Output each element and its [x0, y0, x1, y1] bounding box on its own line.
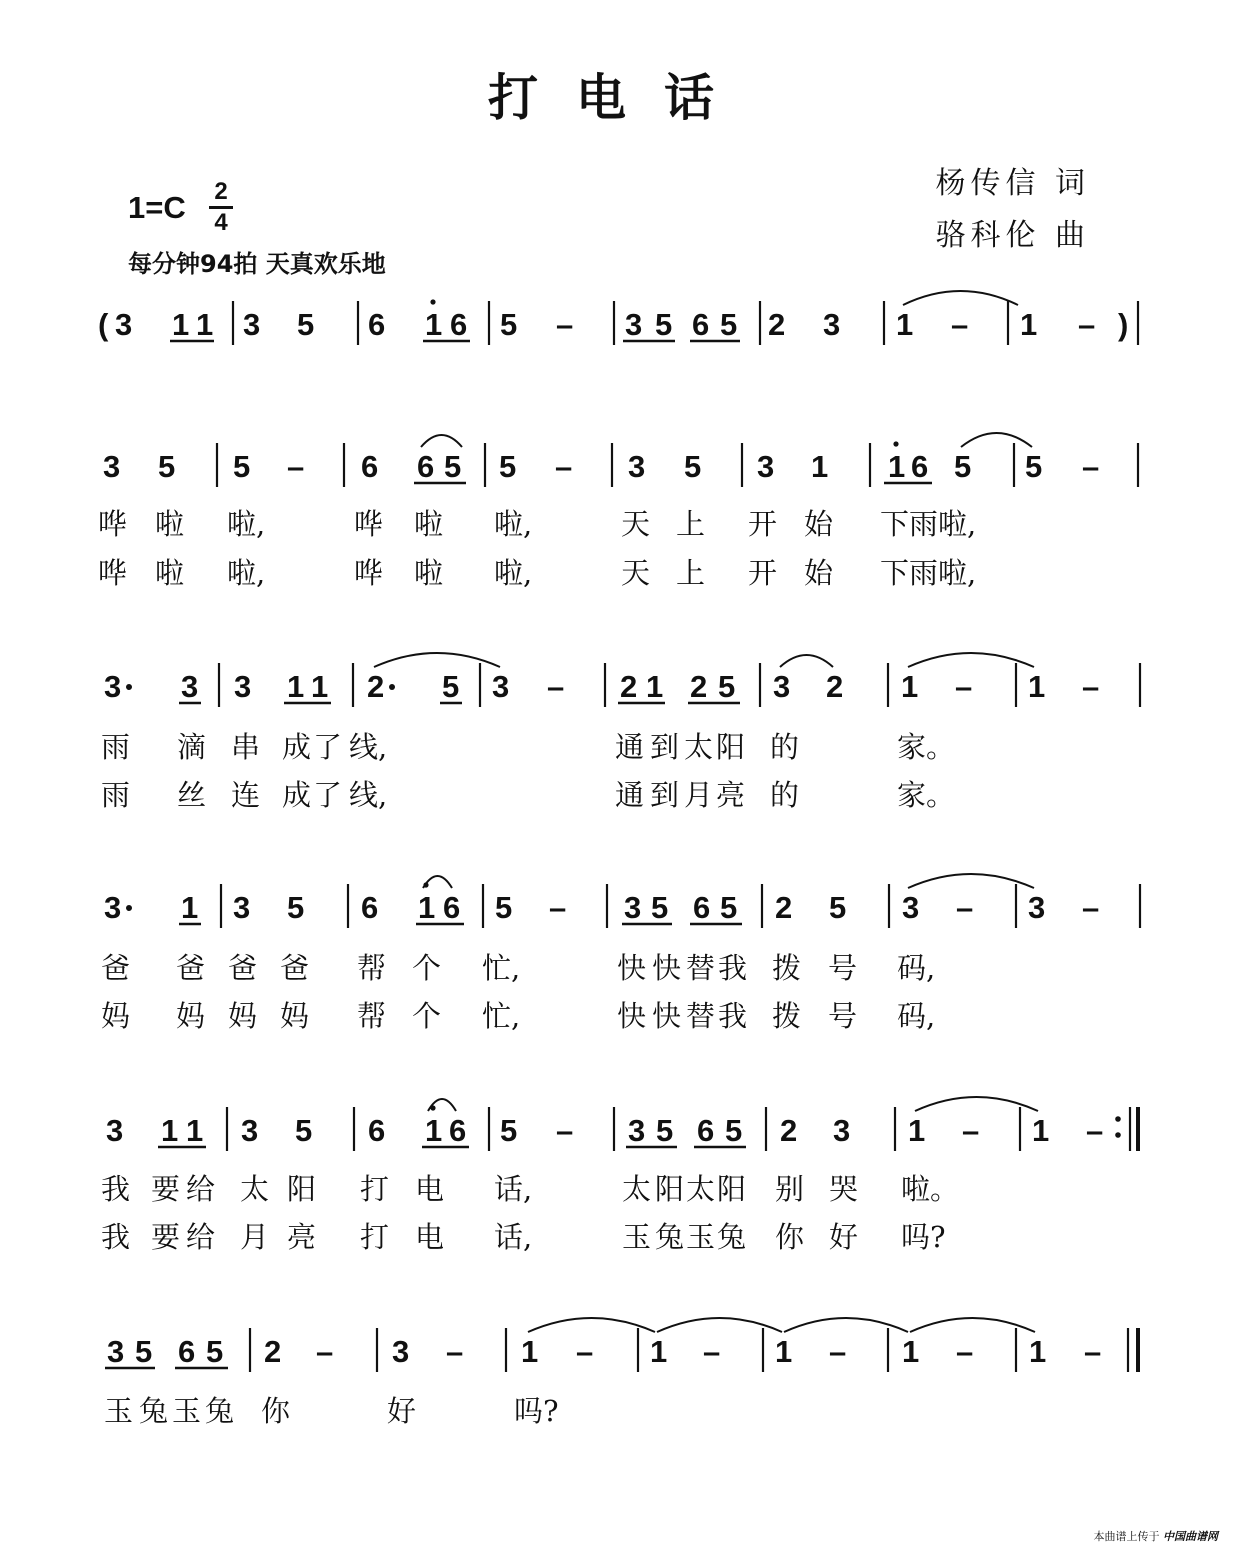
note-digit: 6 — [450, 307, 468, 342]
time-signature-numerator: 2 — [214, 178, 228, 205]
parenthesis: ( — [98, 307, 109, 342]
note-digit: 3 — [625, 307, 643, 342]
lyric-syllable: 阳 — [716, 730, 746, 764]
lyric-syllable: 啦。 — [901, 1172, 960, 1206]
note-digit: 5 — [656, 1113, 674, 1148]
lyric-syllable: 吗? — [514, 1394, 559, 1428]
lyric-syllable: 话, — [494, 1220, 533, 1254]
lyric-syllable: 电 — [415, 1220, 445, 1254]
dash-note: – — [703, 1334, 721, 1369]
note-digit: 5 — [500, 1113, 518, 1148]
dash-note: – — [951, 307, 969, 342]
lyric-syllable: 亮 — [716, 778, 746, 812]
note-digit: 5 — [495, 890, 513, 925]
lyric-syllable: 啦, — [227, 556, 266, 590]
lyric-syllable: 哗 — [354, 556, 384, 590]
note-digit: 3 — [628, 449, 646, 484]
lyric-syllable: 兔 — [139, 1394, 169, 1428]
footer-site: 中国曲谱网 — [1163, 1530, 1218, 1543]
dash-note: – — [1082, 669, 1100, 704]
lyric-syllable: 月 — [684, 778, 714, 812]
song-title: 打电话 — [488, 68, 752, 127]
augmentation-dot — [126, 905, 132, 911]
note-digit: 6 — [361, 890, 379, 925]
lyric-syllable: 啦, — [227, 507, 266, 541]
lyric-syllable: 电 — [415, 1172, 445, 1206]
lyric-syllable: 号 — [828, 951, 858, 985]
lyric-syllable: 兔 — [717, 1220, 747, 1254]
lyric-syllable: 替 — [686, 951, 716, 985]
note-digit: 5 — [720, 307, 738, 342]
note-digit: 5 — [954, 449, 972, 484]
note-digit: 3 — [773, 669, 791, 704]
dash-note: – — [316, 1334, 334, 1369]
composer-credit: 骆科伦 曲 — [935, 218, 1090, 253]
note-digit: 3 — [106, 1113, 124, 1148]
lyric-syllable: 好 — [829, 1220, 859, 1254]
dash-note: – — [1084, 1334, 1102, 1369]
lyric-syllable: 上 — [676, 556, 706, 590]
repeat-dot — [1115, 1116, 1121, 1122]
lyric-syllable: 爸 — [280, 951, 310, 985]
note-digit: 1 — [902, 1334, 920, 1369]
lyric-syllable: 了 — [313, 730, 343, 764]
lyric-syllable: 滴 — [177, 730, 207, 764]
dash-note: – — [556, 1113, 574, 1148]
lyric-syllable: 雨 — [101, 778, 131, 812]
note-digit: 5 — [725, 1113, 743, 1148]
note-digit: 2 — [690, 669, 708, 704]
lyric-syllable: 妈 — [228, 999, 258, 1033]
lyric-syllable: 的 — [770, 730, 800, 764]
lyric-syllable: 哗 — [354, 507, 384, 541]
lyric-syllable: 天 — [621, 556, 651, 590]
note-digit: 3 — [392, 1334, 410, 1369]
final-barline — [1136, 1328, 1140, 1372]
lyric-syllable: 别 — [775, 1172, 805, 1206]
footer-watermark — [1094, 1528, 1219, 1544]
note-digit: 1 — [650, 1334, 668, 1369]
note-digit: 3 — [104, 890, 122, 925]
lyric-syllable: 阳 — [717, 1172, 747, 1206]
lyric-syllable: 帮 — [357, 999, 387, 1033]
note-digit: 3 — [103, 449, 121, 484]
lyric-syllable: 哗 — [98, 507, 128, 541]
lyric-syllable: 开 — [748, 556, 778, 590]
lyric-syllable: 快 — [617, 951, 647, 985]
note-digit: 5 — [158, 449, 176, 484]
augmentation-dot — [126, 684, 132, 690]
lyric-syllable: 妈 — [280, 999, 310, 1033]
lyric-syllable: 月 — [240, 1220, 270, 1254]
lyric-syllable: 码, — [897, 951, 936, 985]
lyric-syllable: 上 — [676, 507, 706, 541]
tie-slur — [784, 1318, 908, 1332]
note-digit: 6 — [368, 307, 386, 342]
lyric-syllable: 哗 — [98, 556, 128, 590]
lyric-syllable: 连 — [231, 778, 261, 812]
lyric-syllable: 拨 — [772, 999, 802, 1033]
note-digit: 5 — [135, 1334, 153, 1369]
tie-slur — [961, 433, 1032, 447]
note-digit: 3 — [628, 1113, 646, 1148]
note-digit: 6 — [692, 307, 710, 342]
lyric-syllable: 快 — [652, 999, 682, 1033]
lyric-syllable: 啦 — [155, 556, 185, 590]
lyric-syllable: 玉 — [686, 1220, 716, 1254]
lyric-syllable: 始 — [804, 507, 834, 541]
dash-note: – — [549, 890, 567, 925]
lyric-syllable: 给 — [186, 1172, 216, 1206]
lyric-syllable: 妈 — [101, 999, 131, 1033]
lyric-syllable: 打 — [360, 1220, 390, 1254]
lyric-syllable: 了 — [313, 778, 343, 812]
note-digit: 5 — [206, 1334, 224, 1369]
lyric-syllable: 我 — [718, 999, 748, 1033]
note-digit: 6 — [443, 890, 461, 925]
repeat-dot — [1115, 1132, 1121, 1138]
note-digit: 6 — [178, 1334, 196, 1369]
note-digit: 5 — [718, 669, 736, 704]
parenthesis: ) — [1118, 307, 1129, 342]
dash-note: – — [576, 1334, 594, 1369]
note-digit: 2 — [620, 669, 638, 704]
note-digit: 3 — [1028, 890, 1046, 925]
lyric-syllable: 啦, — [494, 556, 533, 590]
lyric-syllable: 啦 — [414, 556, 444, 590]
lyric-syllable: 阳 — [287, 1172, 317, 1206]
note-digit: 6 — [911, 449, 929, 484]
lyric-syllable: 拨 — [772, 951, 802, 985]
note-digit: 3 — [107, 1334, 125, 1369]
lyric-syllable: 话, — [494, 1172, 533, 1206]
lyric-syllable: 丝 — [177, 778, 207, 812]
dash-note: – — [556, 307, 574, 342]
lyric-syllable: 啦 — [155, 507, 185, 541]
note-digit: 6 — [449, 1113, 467, 1148]
note-digit: 3 — [115, 307, 133, 342]
lyric-syllable: 的 — [770, 778, 800, 812]
note-digit: 5 — [233, 449, 251, 484]
note-digit: 3 — [243, 307, 261, 342]
key-signature: 1=C — [128, 190, 186, 225]
lyric-syllable: 哭 — [829, 1172, 859, 1206]
note-digit: 6 — [361, 449, 379, 484]
lyric-syllable: 下雨啦, — [880, 507, 977, 541]
lyric-syllable: 给 — [186, 1220, 216, 1254]
tie-slur — [903, 291, 1018, 305]
lyric-syllable: 线, — [349, 730, 388, 764]
note-digit: 5 — [720, 890, 738, 925]
note-digit: 5 — [297, 307, 315, 342]
note-digit: 1 — [161, 1113, 179, 1148]
lyric-syllable: 太 — [686, 1172, 716, 1206]
dash-note: – — [1082, 449, 1100, 484]
lyric-syllable: 打 — [360, 1172, 390, 1206]
dash-note: – — [956, 890, 974, 925]
lyric-syllable: 太 — [622, 1172, 652, 1206]
note-digit: 1 — [425, 307, 443, 342]
dash-note: – — [955, 669, 973, 704]
lyric-syllable: 串 — [231, 730, 261, 764]
note-digit: 1 — [425, 1113, 443, 1148]
high-octave-dot — [430, 299, 435, 304]
note-digit: 5 — [287, 890, 305, 925]
footer-text: 本曲谱上传于 — [1093, 1530, 1160, 1543]
dash-note: – — [1078, 307, 1096, 342]
lyric-syllable: 兔 — [205, 1394, 235, 1428]
lyric-syllable: 啦 — [414, 507, 444, 541]
note-digit: 2 — [826, 669, 844, 704]
note-digit: 5 — [444, 449, 462, 484]
tie-slur — [528, 1318, 655, 1332]
note-digit: 3 — [823, 307, 841, 342]
lyric-syllable: 爸 — [228, 951, 258, 985]
lyric-syllable: 要 — [151, 1220, 181, 1254]
note-digit: 3 — [241, 1113, 259, 1148]
lyric-syllable: 太 — [240, 1172, 270, 1206]
lyric-syllable: 天 — [621, 507, 651, 541]
final-barline — [1136, 1107, 1140, 1151]
lyric-syllable: 开 — [748, 507, 778, 541]
note-digit: 5 — [499, 449, 517, 484]
lyric-syllable: 码, — [897, 999, 936, 1033]
note-digit: 5 — [684, 449, 702, 484]
lyric-syllable: 通 — [615, 730, 645, 764]
note-digit: 5 — [655, 307, 673, 342]
dash-note: – — [287, 449, 305, 484]
lyric-syllable: 成 — [282, 778, 312, 812]
note-digit: 1 — [896, 307, 914, 342]
note-digit: 3 — [234, 669, 252, 704]
note-digit: 1 — [521, 1334, 539, 1369]
lyric-syllable: 雨 — [101, 730, 131, 764]
note-digit: 1 — [646, 669, 664, 704]
note-digit: 5 — [295, 1113, 313, 1148]
note-digit: 6 — [368, 1113, 386, 1148]
lyric-syllable: 到 — [650, 778, 680, 812]
lyric-syllable: 家。 — [897, 730, 956, 764]
note-digit: 5 — [1025, 449, 1043, 484]
note-digit: 6 — [693, 890, 711, 925]
note-digit: 5 — [442, 669, 460, 704]
lyric-syllable: 我 — [101, 1172, 131, 1206]
lyric-syllable: 家。 — [897, 778, 956, 812]
high-octave-dot — [893, 441, 898, 446]
note-digit: 1 — [287, 669, 305, 704]
lyric-syllable: 个 — [412, 999, 442, 1033]
lyric-syllable: 始 — [804, 556, 834, 590]
note-digit: 2 — [264, 1334, 282, 1369]
note-digit: 1 — [908, 1113, 926, 1148]
lyric-syllable: 玉 — [172, 1394, 202, 1428]
lyric-syllable: 忙, — [482, 951, 521, 985]
note-digit: 6 — [697, 1113, 715, 1148]
lyric-syllable: 成 — [282, 730, 312, 764]
augmentation-dot — [389, 684, 395, 690]
lyric-syllable: 好 — [387, 1394, 417, 1428]
note-digit: 1 — [1020, 307, 1038, 342]
note-digit: 3 — [104, 669, 122, 704]
lyric-syllable: 太 — [684, 730, 714, 764]
note-digit: 1 — [418, 890, 436, 925]
note-digit: 1 — [888, 449, 906, 484]
note-digit: 5 — [651, 890, 669, 925]
dash-note: – — [1086, 1113, 1104, 1148]
note-digit: 3 — [233, 890, 251, 925]
note-digit: 1 — [811, 449, 829, 484]
dash-note: – — [962, 1113, 980, 1148]
lyric-syllable: 下雨啦, — [880, 556, 977, 590]
lyric-syllable: 啦, — [494, 507, 533, 541]
lyric-syllable: 玉 — [104, 1394, 134, 1428]
lyric-syllable: 兔 — [655, 1220, 685, 1254]
dash-note: – — [1082, 890, 1100, 925]
lyric-syllable: 妈 — [176, 999, 206, 1033]
lyric-syllable: 快 — [652, 951, 682, 985]
lyric-syllable: 阳 — [655, 1172, 685, 1206]
lyric-syllable: 我 — [101, 1220, 131, 1254]
lyric-syllable: 个 — [412, 951, 442, 985]
note-digit: 5 — [829, 890, 847, 925]
note-digit: 1 — [1032, 1113, 1050, 1148]
note-digit: 3 — [757, 449, 775, 484]
note-digit: 3 — [492, 669, 510, 704]
note-digit: 1 — [1029, 1334, 1047, 1369]
note-digit: 3 — [902, 890, 920, 925]
note-digit: 2 — [780, 1113, 798, 1148]
lyric-syllable: 快 — [617, 999, 647, 1033]
lyric-syllable: 我 — [718, 951, 748, 985]
note-digit: 1 — [1028, 669, 1046, 704]
dash-note: – — [829, 1334, 847, 1369]
lyric-syllable: 替 — [686, 999, 716, 1033]
note-digit: 1 — [901, 669, 919, 704]
dash-note: – — [446, 1334, 464, 1369]
lyric-syllable: 玉 — [622, 1220, 652, 1254]
note-digit: 3 — [833, 1113, 851, 1148]
note-digit: 1 — [311, 669, 329, 704]
lyric-syllable: 你 — [775, 1220, 805, 1254]
note-digit: 1 — [775, 1334, 793, 1369]
time-signature-denominator: 4 — [214, 209, 228, 236]
dash-note: – — [956, 1334, 974, 1369]
lyric-syllable: 你 — [261, 1394, 291, 1428]
lyric-syllable: 线, — [349, 778, 388, 812]
lyric-syllable: 要 — [151, 1172, 181, 1206]
note-digit: 2 — [775, 890, 793, 925]
lyric-syllable: 吗? — [901, 1220, 946, 1254]
note-digit: 3 — [624, 890, 642, 925]
lyric-syllable: 爸 — [101, 951, 131, 985]
dash-note: – — [555, 449, 573, 484]
tie-slur — [780, 655, 833, 667]
note-digit: 6 — [417, 449, 435, 484]
note-digit: 3 — [181, 669, 199, 704]
lyric-syllable: 帮 — [357, 951, 387, 985]
lyric-syllable: 忙, — [482, 999, 521, 1033]
note-digit: 2 — [768, 307, 786, 342]
tempo-marking: 每分钟94拍 天真欢乐地 — [128, 250, 386, 278]
lyric-syllable: 号 — [828, 999, 858, 1033]
lyric-syllable: 亮 — [287, 1220, 317, 1254]
note-digit: 1 — [196, 307, 214, 342]
dash-note: – — [547, 669, 565, 704]
lyric-syllable: 到 — [650, 730, 680, 764]
note-digit: 1 — [186, 1113, 204, 1148]
lyric-syllable: 爸 — [176, 951, 206, 985]
note-digit: 1 — [181, 890, 199, 925]
note-digit: 1 — [172, 307, 190, 342]
note-digit: 2 — [367, 669, 385, 704]
note-digit: 5 — [500, 307, 518, 342]
lyric-syllable: 通 — [615, 778, 645, 812]
tie-slur — [421, 435, 462, 447]
lyricist-credit: 杨传信 词 — [935, 166, 1090, 201]
